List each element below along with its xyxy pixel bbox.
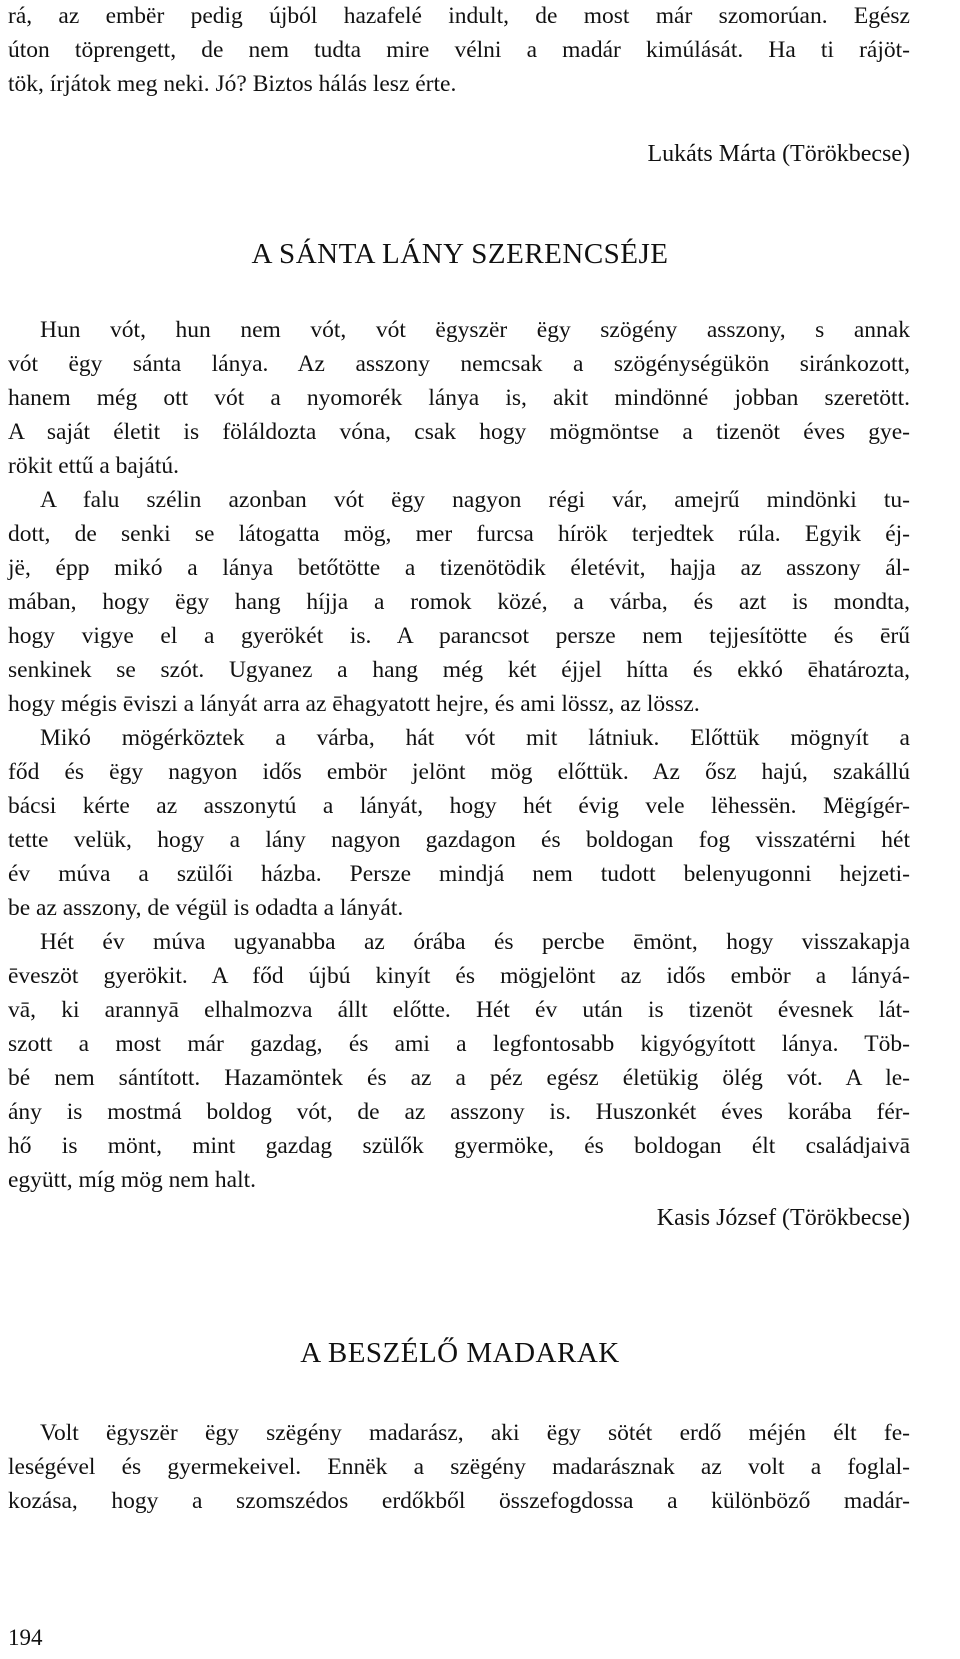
text-line: leségével és gyermekeivel. Ennëk a szëgény madarásznak az volt a foglal- <box>8 1454 910 1480</box>
author-signature: Kasis József (Törökbecse) <box>656 1205 910 1231</box>
text-line: jë, épp mikó a lánya betőtötte a tizenötödik életévit, hajja az asszony ál- <box>8 555 910 581</box>
page-number: 194 <box>8 1625 43 1650</box>
text-line: vā, ki arannyā elhalmozva állt előtte. Hét év után is tizenöt évesnek lát- <box>8 997 910 1023</box>
text-line: Mikó mögérköztek a várba, hát vót mit látniuk. Előttük mögnyít a <box>40 725 910 751</box>
text-line: együtt, míg mög nem halt. <box>8 1167 257 1193</box>
text-line: rá, az embër pedig újból hazafelé indult, de most már szomorúan. Egész <box>8 3 910 29</box>
text-line: senkinek se szót. Ugyanez a hang még két éjjel hítta és ekkó ēhatározta, <box>8 657 910 683</box>
story-title: A SÁNTA LÁNY SZERENCSÉJE <box>251 238 669 270</box>
text-line: vót ëgy sánta lánya. Az asszony nemcsak a szögénységükön siránkozott, <box>8 351 910 377</box>
text-line: hanem még ott vót a nyomorék lánya is, akit mindönné jobban szeretött. <box>8 385 910 411</box>
text-line: ány is mostmá boldog vót, de az asszony is. Huszonkét éves korába fér- <box>8 1099 910 1125</box>
text-line: mában, hogy ëgy hang híjja a romok közé, a várba, és azt is mondta, <box>8 589 910 615</box>
author-signature: Lukáts Márta (Törökbecse) <box>647 141 910 167</box>
text-line: rökit ettű a bajátú. <box>8 453 179 479</box>
story-title: A BESZÉLŐ MADARAK <box>300 1337 620 1369</box>
text-line: Volt ëgyszër ëgy szëgény madarász, aki ëgy sötét erdő méjén élt fe- <box>40 1420 910 1446</box>
text-line: hogy vigye el a gyerökét is. A parancsot persze nem tejjesítötte és ērű <box>8 623 910 649</box>
text-line: hő is mönt, mint gazdag szülők gyermöke, és boldogan élt családjaivā <box>8 1133 910 1159</box>
text-line: év múva a szülői házba. Persze mindjá nem tudott belenyugonni hejzeti- <box>8 861 910 887</box>
text-line: tök, írjátok meg neki. Jó? Biztos hálás lesz érte. <box>8 71 457 97</box>
text-line: bé nem sántított. Hazamöntek és az a péz egész életükig ölég vót. A le- <box>8 1065 910 1091</box>
text-line: főd és ëgy nagyon idős embör jelönt mög előttük. Az ősz hajú, szakállú <box>8 759 910 785</box>
text-line: úton töprengett, de nem tudta mire vélni a madár kimúlását. Ha ti rájöt- <box>8 37 910 63</box>
text-line: be az asszony, de végül is odadta a lányát. <box>8 895 404 921</box>
text-line: kozása, hogy a szomszédos erdőkből összefogdossa a különböző madár- <box>8 1488 910 1514</box>
text-line: hogy mégis ēviszi a lányát arra az ēhagyatott hejre, és ami lössz, az lössz. <box>8 691 700 717</box>
text-line: szott a most már gazdag, és ami a legfontosabb kigyógyított lánya. Töb- <box>8 1031 910 1057</box>
text-line: tette velük, hogy a lány nagyon gazdagon és boldogan fog visszatérni hét <box>8 827 910 853</box>
text-line: A falu szélin azonban vót ëgy nagyon régi vár, amejrű mindönki tu- <box>40 487 910 513</box>
text-line: A saját életit is föláldozta vóna, csak hogy mögmöntse a tizenöt éves gye- <box>8 419 910 445</box>
text-line: ēveszöt gyerökit. A főd újbú kinyít és mögjelönt az idős embör a lányá- <box>8 963 910 989</box>
text-line: bácsi kérte az asszonytú a lányát, hogy hét évig vele lëhessën. Mëgígér- <box>8 793 910 819</box>
text-line: Hun vót, hun nem vót, vót ëgyszër ëgy szögény asszony, s annak <box>40 317 910 343</box>
text-line: dott, de senki se látogatta mög, mer furcsa hírök terjedtek rúla. Egyik éj- <box>8 521 910 547</box>
text-line: Hét év múva ugyanabba az órába és percbe ēmönt, hogy visszakapja <box>40 929 910 955</box>
